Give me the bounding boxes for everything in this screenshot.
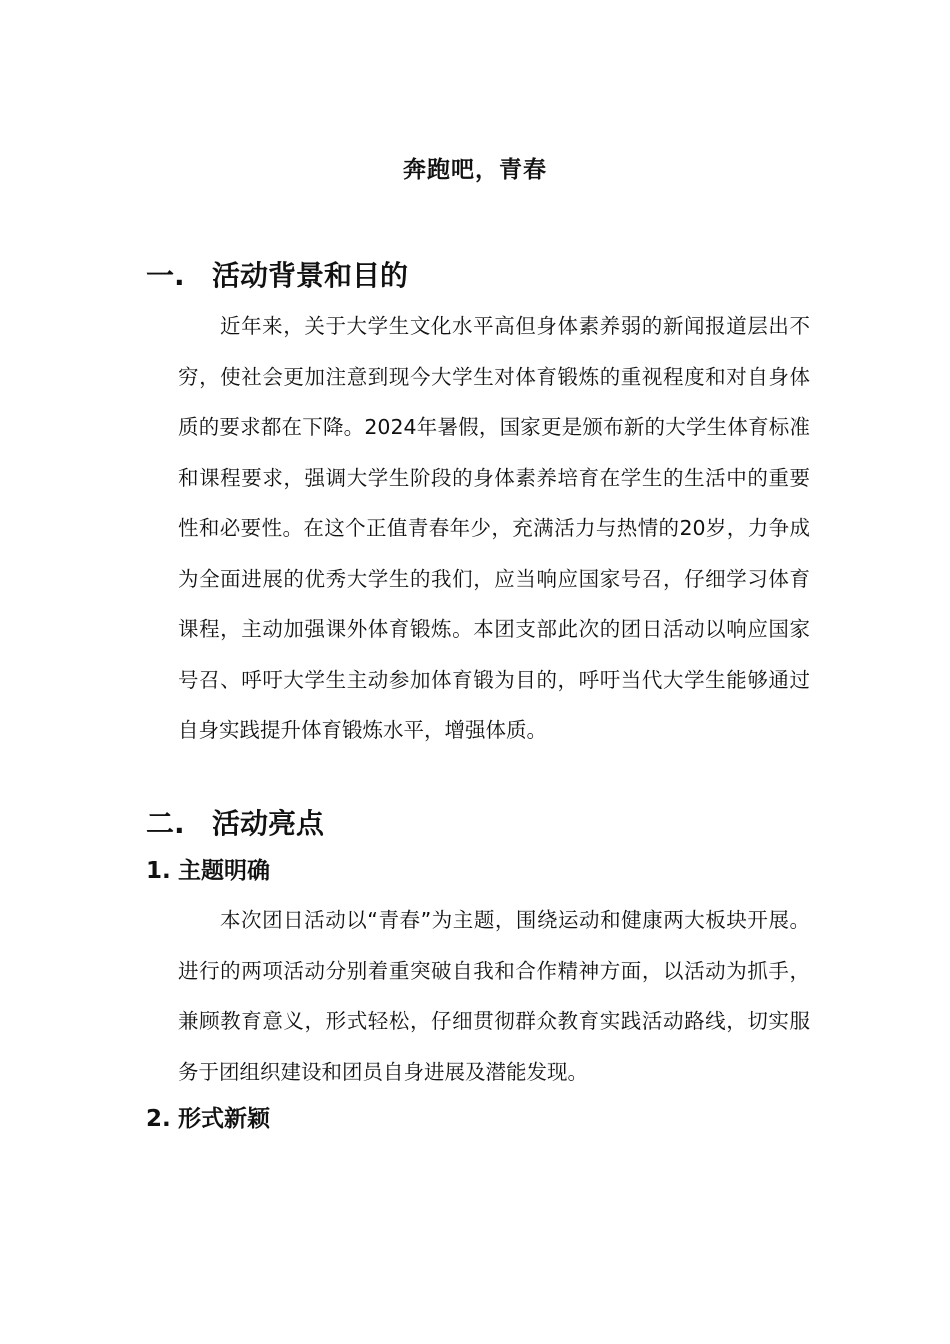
subsection-heading-format bbox=[146, 1102, 270, 1136]
section-heading-highlights bbox=[146, 804, 324, 844]
subsection-title: 主题明确 bbox=[178, 858, 270, 884]
subsection-heading-theme bbox=[146, 854, 270, 888]
subsection-title: 形式新颖 bbox=[178, 1106, 270, 1132]
section-paragraph-background: 近年来，关于大学生文化水平高但身体素养弱的新闻报道层出不穷，使社会更加注意到现今大学生对体育锻炼的重视程度和对自身体质的要求都在下降。2024年暑假，国家更是颁布新的大学生体育标准和课程要求，强调大学生阶段的身体素养培育在学生的生活中的重要性和必要性。在这个正值青春年少，充满活力与热情的20岁，力争成为全面进展的优秀大学生的我们，应当响应国家号召，仔细学习体育课程，主动加强课外体育锻炼。本团支部此次的团日活动以响应国家号召、呼吁大学生主动参加体育锻为目的，呼吁当代大学生能够通过自身实践提升体育锻炼水平，增强体质。 bbox=[178, 314, 810, 742]
subsection-number: 1. bbox=[146, 858, 171, 884]
section-heading-background bbox=[146, 256, 408, 296]
section-title: 活动背景和目的 bbox=[212, 259, 409, 292]
section-number: 一. bbox=[146, 259, 185, 292]
subsection-number: 2. bbox=[146, 1106, 171, 1132]
subsection-paragraph-theme: 本次团日活动以“青春”为主题，围绕运动和健康两大板块开展。进行的两项活动分别着重突破自我和合作精神方面，以活动为抓手，兼顾教育意义，形式轻松，仔细贯彻群众教育实践活动路线，切实服务于团组织建设和团员自身进展及潜能发现。 bbox=[178, 908, 810, 1084]
section-title: 活动亮点 bbox=[212, 807, 325, 840]
section-number: 二. bbox=[146, 807, 185, 840]
document-title: 奔跑吧，青春 bbox=[403, 157, 547, 183]
